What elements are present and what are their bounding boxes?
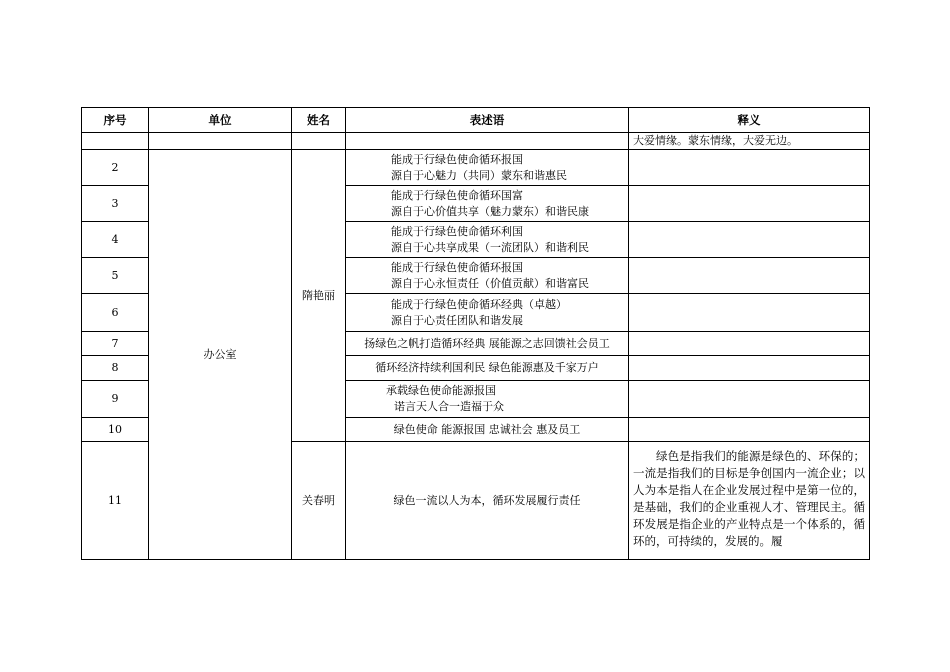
cell-expression <box>346 258 629 294</box>
expression-line: 承载绿色使命能源报国 <box>386 384 496 397</box>
expression-table <box>81 107 870 560</box>
cell-meaning <box>629 381 870 418</box>
cell-expression: 绿色一流以人为本，循环发展履行责任 <box>346 442 629 560</box>
cell-no: 6 <box>82 294 149 332</box>
expression-line: 诺言天人合一造福于众 <box>394 400 504 413</box>
cell-meaning <box>629 418 870 442</box>
cell-expression: 绿色使命 能源报国 忠诚社会 惠及员工 <box>346 418 629 442</box>
cell-no: 10 <box>82 418 149 442</box>
cell-no: 7 <box>82 332 149 356</box>
header-row <box>82 108 870 133</box>
expression-line: 能成于行绿色使命循环经典（卓越） <box>391 297 567 311</box>
expression-line: 源自于心魅力（共同）蒙东和谐惠民 <box>391 168 567 182</box>
cell-no: 11 <box>82 442 149 560</box>
cell-expression <box>346 294 629 332</box>
cell-meaning: 大爱情缘。蒙东情缘，大爱无边。 <box>629 133 870 150</box>
cell-meaning <box>629 294 870 332</box>
cell-expression <box>346 381 629 418</box>
cell-meaning <box>629 222 870 258</box>
cell-meaning <box>629 150 870 186</box>
cell-expression <box>346 150 629 186</box>
expression-line: 能成于行绿色使命循环报国 <box>391 260 523 274</box>
expression-line: 源自于心共享成果（一流团队）和谐利民 <box>391 240 589 254</box>
cell-expression <box>346 186 629 222</box>
cell-name: 隋艳丽 <box>292 150 346 442</box>
expression-line: 源自于心永恒责任（价值贡献）和谐富民 <box>391 276 589 290</box>
cell-meaning <box>629 332 870 356</box>
header-no: 序号 <box>82 108 149 133</box>
header-meaning: 释义 <box>629 108 870 133</box>
cell-name <box>292 133 346 150</box>
expression-line: 源自于心责任团队和谐发展 <box>391 313 523 327</box>
header-unit: 单位 <box>149 108 292 133</box>
cell-no: 8 <box>82 356 149 381</box>
cell-expression <box>346 222 629 258</box>
cell-meaning <box>629 258 870 294</box>
cell-unit: 办公室 <box>149 150 292 560</box>
cell-unit <box>149 133 292 150</box>
cell-meaning <box>629 356 870 381</box>
cell-expression: 扬绿色之帆打造循环经典 展能源之志回馈社会员工 <box>346 332 629 356</box>
header-name: 姓名 <box>292 108 346 133</box>
cell-no: 3 <box>82 186 149 222</box>
cell-no: 9 <box>82 381 149 418</box>
cell-expression: 循环经济持续利国利民 绿色能源惠及千家万户 <box>346 356 629 381</box>
expression-line: 源自于心价值共享（魅力蒙东）和谐民康 <box>391 204 589 218</box>
cell-no: 5 <box>82 258 149 294</box>
cell-expression <box>346 133 629 150</box>
cell-name: 关春明 <box>292 442 346 560</box>
cell-no <box>82 133 149 150</box>
cell-no: 2 <box>82 150 149 186</box>
table-row <box>82 150 870 186</box>
expression-line: 能成于行绿色使命循环国富 <box>391 188 523 202</box>
cell-meaning <box>629 442 870 560</box>
table-row <box>82 133 870 150</box>
cell-no: 4 <box>82 222 149 258</box>
meaning-paragraph: 绿色是指我们的能源是绿色的、环保的；一流是指我们的目标是争创国内一流企业；以人为本是指人在企业发展过程中是第一位的，是基础，我们的企业重视人才、管理民主。循环发展是指企业的产业特点是一个体系的，循环的，可持续的，发展的。履 <box>633 449 865 548</box>
expression-line: 能成于行绿色使命循环利国 <box>391 224 523 238</box>
cell-meaning <box>629 186 870 222</box>
expression-line: 能成于行绿色使命循环报国 <box>391 152 523 166</box>
header-expression: 表述语 <box>346 108 629 133</box>
